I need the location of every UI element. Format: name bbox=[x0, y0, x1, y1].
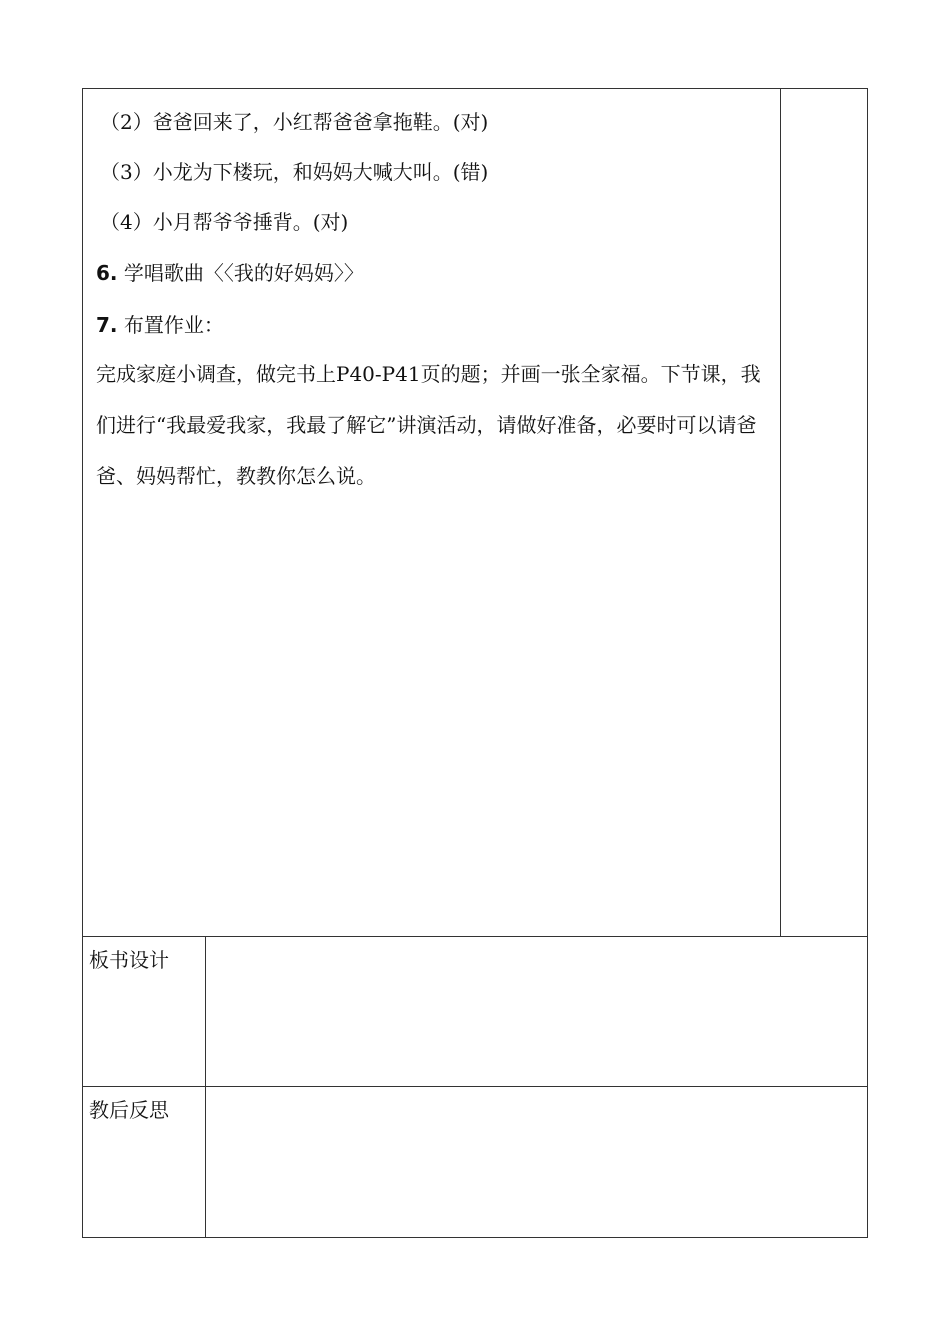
step-number: 6. bbox=[96, 261, 118, 285]
step-text: 学唱歌曲〈〈我的好妈妈〉〉 bbox=[117, 261, 364, 285]
step-7 bbox=[96, 313, 224, 337]
homework-paragraph: 完成家庭小调查，做完书上P40-P41页的题；并画一张全家福。下节课，我们进行“我最爱我家，我最了解它”讲演活动，请做好准备，必要时可以请爸爸、妈妈帮忙，教教你怎么说。 bbox=[96, 362, 761, 488]
reflection-label: 教后反思 bbox=[89, 1098, 169, 1122]
label-column-divider bbox=[205, 936, 206, 1238]
item-line: （2）爸爸回来了，小红帮爸爸拿拖鞋。(对) bbox=[100, 110, 489, 134]
step-6 bbox=[96, 261, 364, 285]
step-number: 7. bbox=[96, 313, 118, 337]
row-divider-board bbox=[82, 936, 868, 937]
board-design-label: 板书设计 bbox=[89, 948, 169, 972]
item-line: （4）小月帮爷爷捶背。(对) bbox=[100, 210, 349, 234]
row-divider-reflection bbox=[82, 1086, 868, 1087]
item-line: （3）小龙为下楼玩，和妈妈大喊大叫。(错) bbox=[100, 160, 489, 184]
right-column-divider bbox=[780, 88, 781, 937]
step-text: 布置作业： bbox=[117, 313, 224, 337]
